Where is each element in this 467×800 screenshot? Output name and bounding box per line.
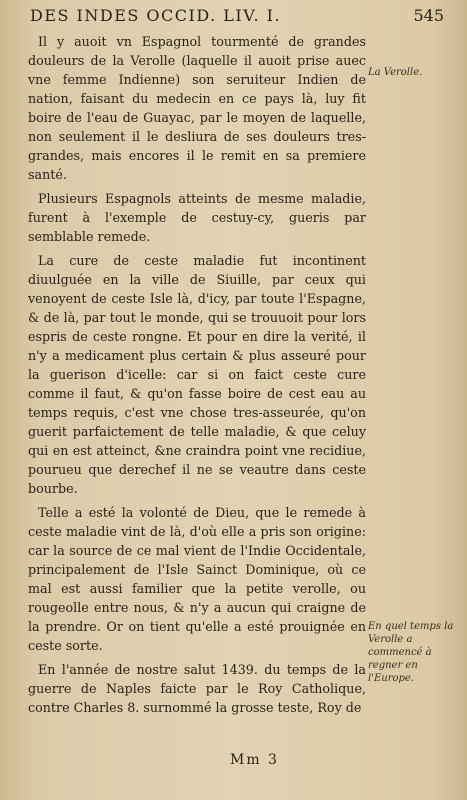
paragraph: Il y auoit vn Espagnol tourmenté de grandes douleurs de la Verolle (laquelle il auoit prise auec vne femme Indienne) son seruiteur Indien de nation, faisant du medecin en ce pays là, luy fit boire de l'eau de Guayac, par le moyen de laquelle, non seulement il le desliura de ses douleurs tres-grandes, mais encores il le remit en sa premiere santé. [28, 34, 366, 182]
running-title: DES INDES OCCID. LIV. I. [30, 6, 282, 25]
paragraph: La cure de ceste maladie fut incontinent diuulguée en la ville de Siuille, par ceux qui venoyent de ceste Isle là, d'icy, par toute l'Espagne, & de là, par tout le monde, qui se trouuoit pour lors espris de ceste rongne. Et pour en dire la verité, il n'y a medicament plus certain & plus asseuré pour la guerison d'icelle: car si on faict ceste cure comme il faut, & qu'on fasse boire de cest eau au temps requis, c'est vne chose tres-asseurée, qu'on guerit parfaictement de telle maladie, & que celuy qui en est atteinct, &ne craindra point vne recidiue, pourueu que derechef il ne se veautre dans ceste bourbe. [28, 253, 366, 496]
paragraph: En l'année de nostre salut 1439. du temps de la guerre de Naples faicte par le Roy Catholique, contre Charles 8. surnommé la grosse teste, Roy de [28, 662, 366, 715]
signature-mark: Mm 3 [230, 752, 279, 768]
margin-note: En quel temps la Verolle a commencé à regner en l'Europe. [368, 621, 454, 684]
page-number: 545 [413, 6, 444, 25]
main-text [28, 32, 366, 722]
margin-note: La Verolle. [368, 67, 423, 78]
paragraph: Telle a esté la volonté de Dieu, que le remede à ceste maladie vint de là, d'où elle a pris son origine: car la source de ce mal vient de l'Indie Occidentale, principalement de l'Isle Sainct Dominique, où ce mal est aussi familier que la petite verolle, ou rougeolle entre nous, & n'y a aucun qui craigne de la prendre. Or on tient qu'elle a esté prouignée en ceste sorte. [28, 505, 366, 653]
running-header [30, 6, 450, 25]
paragraph: Plusieurs Espagnols atteints de mesme maladie, furent à l'exemple de cestuy-cy, gueris par semblable remede. [28, 191, 366, 244]
